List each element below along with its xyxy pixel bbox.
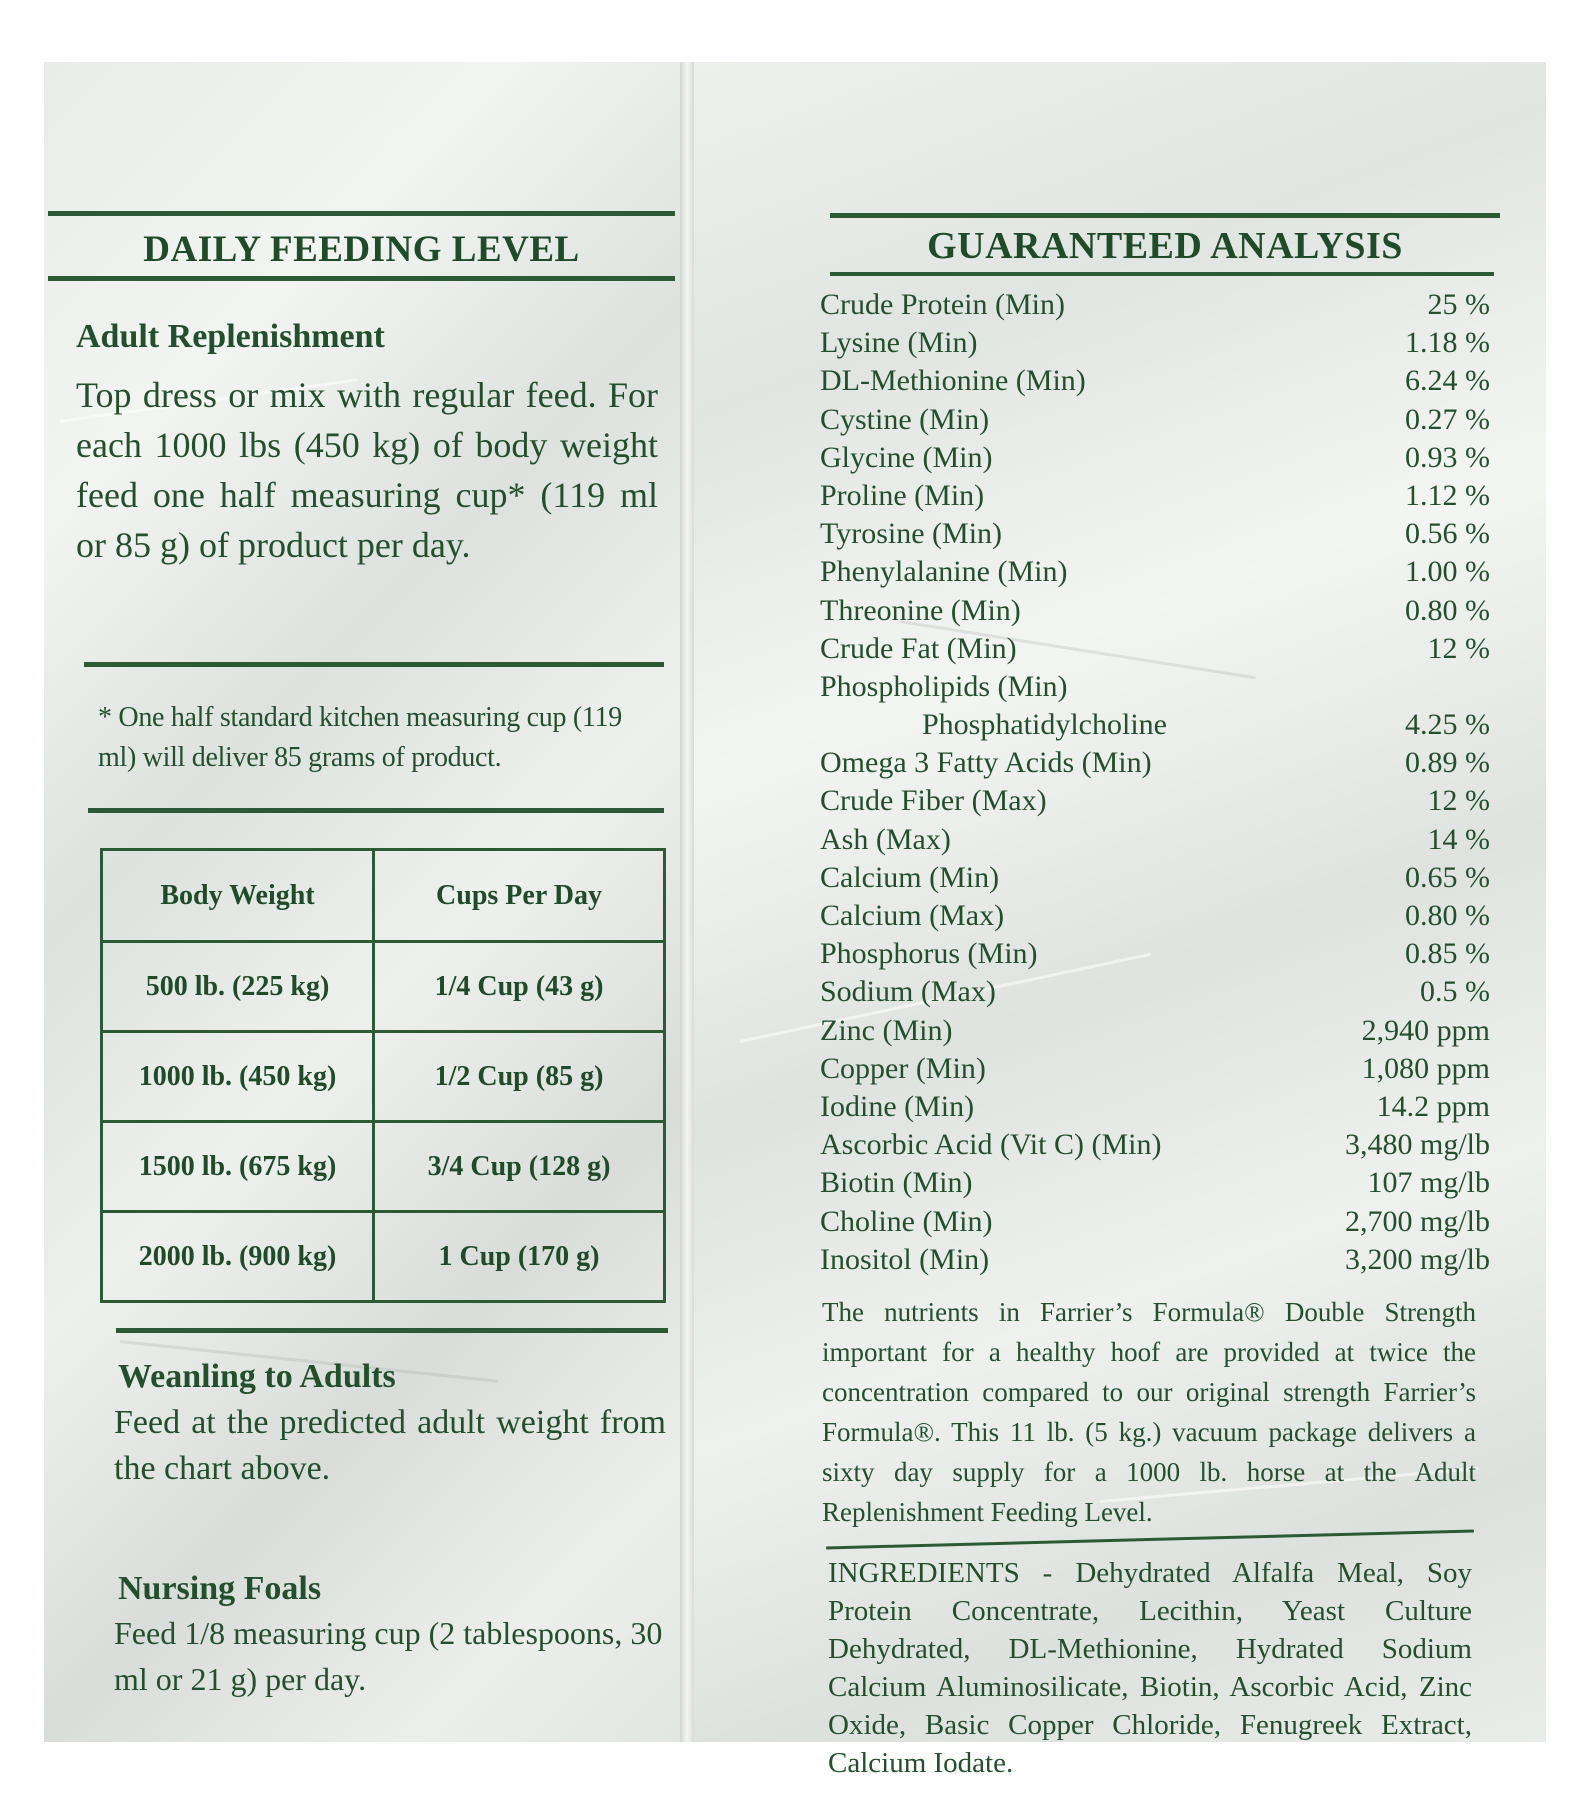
table-header: Body Weight (102, 850, 374, 942)
analysis-row (820, 592, 1490, 630)
analysis-name: Biotin (Min) (820, 1166, 973, 1200)
weanling-heading: Weanling to Adults (118, 1358, 396, 1395)
analysis-name: Glycine (Min) (820, 440, 993, 474)
analysis-row (820, 1203, 1490, 1241)
analysis-row (820, 897, 1490, 935)
analysis-value: 2,940 ppm (1361, 1013, 1490, 1047)
analysis-row (820, 1126, 1490, 1164)
analysis-row (820, 515, 1490, 553)
table-row (102, 942, 665, 1032)
analysis-name: Choline (Min) (820, 1204, 993, 1238)
analysis-name: Calcium (Min) (820, 860, 1000, 894)
rule (84, 662, 664, 667)
analysis-row (820, 553, 1490, 591)
analysis-value: 14.2 ppm (1376, 1089, 1490, 1123)
nutrients-text: The nutrients in Farrier’s Formula® Double Strength important for a healthy hoof are provided at twice the concentration compared to our original strength Farrier’s Formula®. This 11 lb. (5 kg.) vacuum package delivers a sixty day supply for a 1000 lb. horse at the Adult Replenishment Feeding Level. (822, 1297, 1476, 1527)
analysis-row (820, 439, 1490, 477)
rule (830, 272, 1494, 276)
analysis-value: 107 mg/lb (1367, 1166, 1490, 1200)
analysis-name: Phenylalanine (Min) (820, 555, 1068, 589)
analysis-name: Inositol (Min) (820, 1242, 990, 1276)
analysis-name: Omega 3 Fatty Acids (Min) (820, 746, 1152, 780)
adult-text: Top dress or mix with regular feed. For each 1000 lbs (450 kg) of body weight feed one half measuring cup* (119 ml or 85 g) of product per day. (76, 375, 658, 565)
analysis-row (820, 668, 1490, 706)
table-cell: 3/4 Cup (128 g) (374, 1122, 665, 1212)
adult-heading: Adult Replenishment (76, 318, 385, 355)
analysis-row (820, 1012, 1490, 1050)
analysis-row (820, 706, 1490, 744)
table-cell: 1000 lb. (450 kg) (102, 1032, 374, 1122)
analysis-name: Cystine (Min) (820, 402, 990, 436)
analysis-row (820, 1241, 1490, 1279)
analysis-row (820, 630, 1490, 668)
analysis-row (820, 362, 1490, 400)
analysis-value: 12 % (1427, 784, 1490, 818)
analysis-value: 0.80 % (1405, 899, 1490, 932)
analysis-name: DL-Methionine (Min) (820, 364, 1086, 398)
analysis-value: 1.18 % (1405, 326, 1490, 360)
analysis-value: 0.56 % (1405, 517, 1490, 551)
table-row (102, 1212, 665, 1302)
daily-feeding-title: DAILY FEEDING LEVEL (143, 229, 580, 270)
analysis-value: 0.93 % (1405, 440, 1490, 474)
table-header: Cups Per Day (374, 850, 665, 942)
analysis-name: Ash (Max) (820, 822, 951, 856)
analysis-name: Phosphorus (Min) (820, 937, 1038, 971)
analysis-name: Ascorbic Acid (Vit C) (Min) (820, 1128, 1162, 1162)
feeding-table (100, 848, 666, 1303)
rule (48, 276, 675, 281)
analysis-value: 1,080 ppm (1361, 1051, 1490, 1085)
analysis-name: Crude Fiber (Max) (820, 784, 1047, 818)
analysis-value: 0.80 % (1405, 593, 1490, 627)
analysis-name: Tyrosine (Min) (820, 517, 1003, 551)
analysis-value: 6.24 % (1405, 364, 1490, 398)
analysis-list (820, 286, 1490, 1279)
weanling-text: Feed at the predicted adult weight from the chart above. (114, 1404, 666, 1487)
bag-seam (680, 62, 694, 1742)
analysis-name: Lysine (Min) (820, 326, 978, 360)
guaranteed-analysis-title: GUARANTEED ANALYSIS (927, 225, 1403, 267)
table-cell: 2000 lb. (900 kg) (102, 1212, 374, 1302)
foals-heading: Nursing Foals (118, 1570, 322, 1607)
analysis-value: 0.85 % (1405, 937, 1490, 971)
analysis-row (820, 973, 1490, 1011)
analysis-row (820, 1164, 1490, 1202)
table-row (102, 1122, 665, 1212)
analysis-name: Zinc (Min) (820, 1013, 953, 1047)
analysis-name: Proline (Min) (820, 478, 985, 512)
analysis-value: 14 % (1427, 822, 1490, 856)
analysis-name: Sodium (Max) (820, 975, 996, 1009)
table-cell: 1500 lb. (675 kg) (102, 1122, 374, 1212)
analysis-value: 0.27 % (1405, 402, 1490, 436)
table-row (102, 1032, 665, 1122)
analysis-row (820, 859, 1490, 897)
analysis-value: 1.12 % (1405, 478, 1490, 512)
analysis-name: Calcium (Max) (820, 899, 1005, 932)
analysis-row (820, 821, 1490, 859)
analysis-row (820, 286, 1490, 324)
analysis-name: Iodine (Min) (820, 1089, 975, 1123)
rule (88, 808, 664, 813)
analysis-name: Threonine (Min) (820, 593, 1021, 627)
rule (116, 1328, 668, 1333)
analysis-name: Phosphatidylcholine (922, 708, 1167, 742)
table-cell: 500 lb. (225 kg) (102, 942, 374, 1032)
analysis-value: 2,700 mg/lb (1344, 1204, 1490, 1238)
analysis-value: 0.5 % (1420, 975, 1490, 1009)
analysis-value: 12 % (1427, 631, 1490, 665)
analysis-row (820, 477, 1490, 515)
analysis-row (820, 324, 1490, 362)
table-header-row (102, 850, 665, 942)
analysis-name: Copper (Min) (820, 1051, 986, 1085)
analysis-value: 1.00 % (1405, 555, 1490, 589)
analysis-value: 0.89 % (1405, 746, 1490, 780)
analysis-row (820, 782, 1490, 820)
rule (830, 213, 1500, 218)
analysis-value: 3,480 mg/lb (1344, 1128, 1490, 1162)
analysis-row (820, 1088, 1490, 1126)
analysis-name: Crude Protein (Min) (820, 288, 1065, 321)
analysis-value: 4.25 % (1405, 708, 1490, 742)
analysis-row (820, 935, 1490, 973)
analysis-value: 3,200 mg/lb (1344, 1242, 1490, 1276)
analysis-row (820, 744, 1490, 782)
table-cell: 1 Cup (170 g) (374, 1212, 665, 1302)
analysis-name: Phospholipids (Min) (820, 669, 1068, 703)
analysis-name: Crude Fat (Min) (820, 631, 1017, 665)
analysis-value: 0.65 % (1405, 860, 1490, 894)
rule (48, 211, 675, 216)
analysis-row (820, 401, 1490, 439)
table-cell: 1/4 Cup (43 g) (374, 942, 665, 1032)
analysis-row (820, 1050, 1490, 1088)
footnote: * One half standard kitchen measuring cup (119 ml) will deliver 85 grams of product. (98, 702, 622, 773)
ingredients-text: INGREDIENTS - Dehydrated Alfalfa Meal, Soy Protein Concentrate, Lecithin, Yeast Culture Dehydrated, DL-Methionine, Hydrated Sodium Calcium Aluminosilicate, Biotin, Ascorbic Acid, Zinc Oxide, Basic Copper Chloride, Fenugreek Extract, Calcium Iodate. (828, 1557, 1472, 1779)
table-cell: 1/2 Cup (85 g) (374, 1032, 665, 1122)
analysis-value: 25 % (1427, 288, 1490, 321)
foals-text: Feed 1/8 measuring cup (2 tablespoons, 30 ml or 21 g) per day. (114, 1615, 663, 1697)
